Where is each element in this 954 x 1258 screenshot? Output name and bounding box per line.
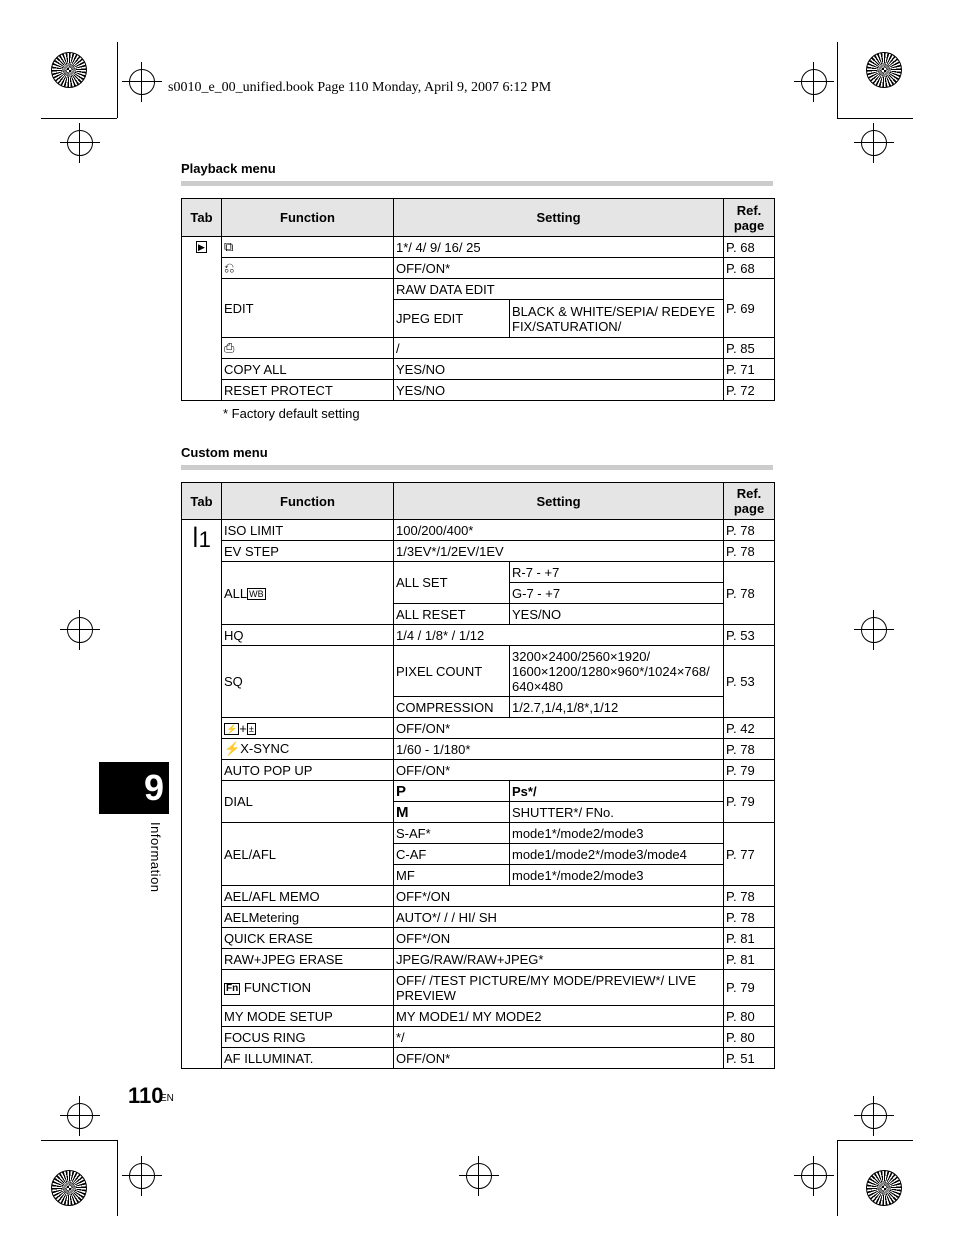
setting-cell: 1/60 - 1/180* (394, 739, 724, 760)
setting-cell: OFF*/ON (394, 928, 724, 949)
setting-cell: / (394, 338, 724, 359)
setting-detail-cell: SHUTTER*/ FNo. (510, 802, 724, 823)
crop-line (117, 1140, 118, 1216)
header-function: Function (222, 199, 394, 237)
rotate-icon: ⎌ (224, 260, 235, 275)
color-target-icon (866, 1170, 902, 1206)
setting-cell: JPEG EDIT (394, 300, 510, 338)
setting-cell: YES/NO (394, 380, 724, 401)
setting-cell: MF (394, 865, 510, 886)
setting-cell: */ (394, 1027, 724, 1048)
ref-cell: P. 69 (724, 279, 775, 338)
ref-cell: P. 42 (724, 718, 775, 739)
setting-cell: PIXEL COUNT (394, 646, 510, 697)
header-tab: Tab (182, 199, 222, 237)
playback-table (181, 198, 775, 401)
flash-icon: ⚡ (224, 741, 241, 756)
setting-cell: OFF/ /TEST PICTURE/MY MODE/PREVIEW*/ LIVE PREVIEW (394, 970, 724, 1006)
function-cell: RESET PROTECT (222, 380, 394, 401)
crop-line (41, 118, 117, 119)
registration-mark-icon (801, 1163, 827, 1189)
ref-cell: P. 78 (724, 886, 775, 907)
setting-cell: AUTO*/ / / HI/ SH (394, 907, 724, 928)
setting-detail-cell: mode1*/mode2/mode3 (510, 865, 724, 886)
ref-cell: P. 72 (724, 380, 775, 401)
play-icon: ▶ (198, 241, 205, 252)
header-ref: Ref. page (724, 483, 775, 520)
setting-detail-cell: 3200×2400/2560×1920/ 1600×1200/1280×960*/1024×768/ 640×480 (510, 646, 724, 697)
function-cell: EDIT (222, 279, 394, 338)
function-cell: AUTO POP UP (222, 760, 394, 781)
slideshow-icon: ⧉ (224, 239, 234, 254)
setting-detail-cell: R-7 - +7 (510, 562, 724, 583)
ref-cell: P. 78 (724, 520, 775, 541)
wrench-icon: ꟾ1 (192, 527, 211, 552)
function-cell (222, 338, 394, 359)
ref-cell: P. 79 (724, 970, 775, 1006)
fn-button-icon: Fn (226, 982, 239, 994)
color-target-icon (866, 52, 902, 88)
book-header: s0010_e_00_unified.book Page 110 Monday, April 9, 2007 6:12 PM (168, 80, 552, 95)
title-underline (181, 465, 773, 470)
chapter-tab: 9 (99, 762, 169, 814)
ref-cell: P. 77 (724, 823, 775, 886)
page-language: EN (160, 1093, 174, 1104)
function-cell: AEL/AFL (222, 823, 394, 886)
function-cell: AEL/AFL MEMO (222, 886, 394, 907)
setting-cell: OFF/ON* (394, 1048, 724, 1069)
setting-cell: RAW DATA EDIT (394, 279, 724, 300)
setting-cell: MY MODE1/ MY MODE2 (394, 1006, 724, 1027)
setting-cell: ALL SET (394, 562, 510, 604)
setting-cell: 1/4 / 1/8* / 1/12 (394, 625, 724, 646)
title-underline (181, 181, 773, 186)
ref-cell: P. 51 (724, 1048, 775, 1069)
function-cell: AELMetering (222, 907, 394, 928)
setting-cell: P (394, 781, 510, 802)
function-cell (222, 258, 394, 279)
setting-cell: M (394, 802, 510, 823)
ref-cell: P. 68 (724, 258, 775, 279)
function-cell: FOCUS RING (222, 1027, 394, 1048)
setting-cell: S-AF* (394, 823, 510, 844)
registration-mark-icon (67, 617, 93, 643)
playback-menu-title: Playback menu (181, 161, 276, 176)
function-cell: ALL WB (222, 562, 394, 625)
ref-cell: P. 53 (724, 646, 775, 718)
function-cell: EV STEP (222, 541, 394, 562)
flash-comp-icon: ⚡ (226, 724, 238, 735)
setting-cell: OFF*/ON (394, 886, 724, 907)
registration-mark-icon (129, 1163, 155, 1189)
setting-cell: OFF/ON* (394, 718, 724, 739)
color-target-icon (51, 1170, 87, 1206)
ref-cell: P. 80 (724, 1006, 775, 1027)
header-ref: Ref. page (724, 199, 775, 237)
registration-mark-icon (861, 130, 887, 156)
registration-mark-icon (801, 69, 827, 95)
setting-detail-cell: YES/NO (510, 604, 724, 625)
ref-cell: P. 78 (724, 739, 775, 760)
print-icon: ⎙ (224, 340, 235, 355)
header-tab: Tab (182, 483, 222, 520)
setting-cell: JPEG/RAW/RAW+JPEG* (394, 949, 724, 970)
setting-detail-cell: BLACK & WHITE/SEPIA/ REDEYE FIX/SATURATION/ (510, 300, 724, 338)
exposure-comp-icon: ± (248, 724, 254, 735)
setting-cell: 100/200/400* (394, 520, 724, 541)
function-cell: HQ (222, 625, 394, 646)
registration-mark-icon (861, 617, 887, 643)
setting-cell: 1*/ 4/ 9/ 16/ 25 (394, 237, 724, 258)
color-target-icon (51, 52, 87, 88)
function-cell (222, 237, 394, 258)
crop-line (837, 118, 913, 119)
function-cell: Fn FUNCTION (222, 970, 394, 1006)
setting-cell: C-AF (394, 844, 510, 865)
ref-cell: P. 80 (724, 1027, 775, 1048)
page-number: 110 (128, 1083, 164, 1108)
function-cell: ⚡ + ± (222, 718, 394, 739)
ref-cell: P. 78 (724, 562, 775, 625)
ref-cell: P. 81 (724, 928, 775, 949)
ref-cell: P. 53 (724, 625, 775, 646)
function-cell: COPY ALL (222, 359, 394, 380)
crop-line (117, 42, 118, 118)
setting-cell: COMPRESSION (394, 697, 510, 718)
setting-cell: 1/3EV*/1/2EV/1EV (394, 541, 724, 562)
crop-line (837, 42, 838, 118)
playback-tab (182, 237, 222, 401)
chapter-label: Information (148, 822, 163, 893)
function-cell: MY MODE SETUP (222, 1006, 394, 1027)
setting-cell: OFF/ON* (394, 258, 724, 279)
function-cell: AF ILLUMINAT. (222, 1048, 394, 1069)
header-setting: Setting (394, 483, 724, 520)
function-cell: ⚡X-SYNC (222, 739, 394, 760)
custom-tab (182, 520, 222, 1069)
function-cell: ISO LIMIT (222, 520, 394, 541)
ref-cell: P. 78 (724, 541, 775, 562)
ref-cell: P. 71 (724, 359, 775, 380)
crop-line (837, 1140, 838, 1216)
ref-cell: P. 79 (724, 781, 775, 823)
ref-cell: P. 79 (724, 760, 775, 781)
white-balance-icon: WB (249, 589, 264, 600)
registration-mark-icon (67, 130, 93, 156)
ref-cell: P. 81 (724, 949, 775, 970)
setting-detail-cell: mode1*/mode2/mode3 (510, 823, 724, 844)
setting-detail-cell: 1/2.7,1/4,1/8*,1/12 (510, 697, 724, 718)
registration-mark-icon (861, 1103, 887, 1129)
function-cell: SQ (222, 646, 394, 718)
setting-detail-cell: Ps*/ (510, 781, 724, 802)
header-setting: Setting (394, 199, 724, 237)
function-cell: DIAL (222, 781, 394, 823)
header-function: Function (222, 483, 394, 520)
crop-line (837, 1140, 913, 1141)
function-cell: RAW+JPEG ERASE (222, 949, 394, 970)
setting-cell: ALL RESET (394, 604, 510, 625)
ref-cell: P. 85 (724, 338, 775, 359)
ref-cell: P. 78 (724, 907, 775, 928)
registration-mark-icon (67, 1103, 93, 1129)
custom-menu-title: Custom menu (181, 445, 268, 460)
setting-cell: OFF/ON* (394, 760, 724, 781)
setting-detail-cell: mode1/mode2*/mode3/mode4 (510, 844, 724, 865)
setting-detail-cell: G-7 - +7 (510, 583, 724, 604)
registration-mark-icon (129, 69, 155, 95)
ref-cell: P. 68 (724, 237, 775, 258)
crop-line (41, 1140, 117, 1141)
registration-mark-icon (466, 1163, 492, 1189)
function-cell: QUICK ERASE (222, 928, 394, 949)
setting-cell: YES/NO (394, 359, 724, 380)
footnote: * Factory default setting (223, 406, 360, 421)
custom-table (181, 482, 775, 1069)
